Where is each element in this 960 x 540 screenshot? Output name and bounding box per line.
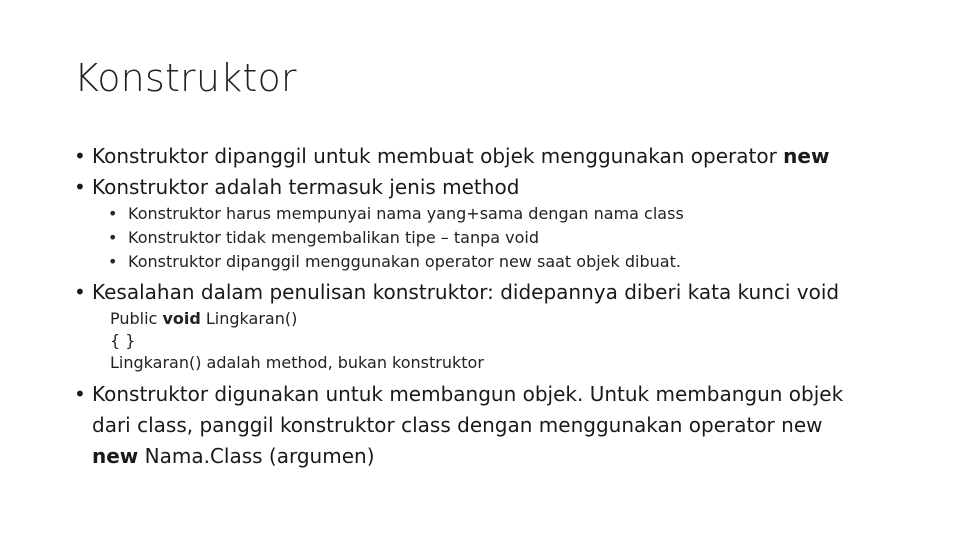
slide-title: Konstruktor xyxy=(74,56,297,100)
bullet-text: Nama.Class (argumen) xyxy=(138,444,375,468)
sub-bullet-same-name xyxy=(108,202,684,226)
bullet-text: Konstruktor digunakan untuk membangun objek. Untuk membangun objek xyxy=(92,382,844,406)
code-line-1 xyxy=(110,307,297,331)
sub-bullet-called-with-new xyxy=(108,250,681,274)
bullet-constructor-usage xyxy=(74,379,894,472)
keyword-new: new xyxy=(92,444,139,468)
sub-bullet-text: Konstruktor dipanggil menggunakan operator new saat objek dibuat. xyxy=(128,252,681,271)
sub-bullet-no-return-type xyxy=(108,226,539,250)
bullet-dot: • xyxy=(108,204,118,223)
bullet-dot: • xyxy=(108,228,118,247)
bullet-dot: • xyxy=(74,280,86,304)
bullet-dot: • xyxy=(74,382,86,406)
bullet-text: Konstruktor adalah termasuk jenis method xyxy=(92,175,520,199)
bullet-dot: • xyxy=(74,175,86,199)
code-line-2: { } xyxy=(110,331,136,350)
bullet-constructor-method xyxy=(74,172,519,203)
bullet-common-mistake xyxy=(74,277,839,308)
bullet-dot: • xyxy=(74,144,86,168)
sub-bullet-text: Konstruktor tidak mengembalikan tipe – tanpa void xyxy=(128,228,540,247)
bullet-text: Konstruktor dipanggil untuk membuat objek menggunakan operator xyxy=(92,144,784,168)
bullet-dot: • xyxy=(108,252,118,271)
usage-line-2: dari class, panggil konstruktor class dengan menggunakan operator new xyxy=(92,413,823,437)
bullet-constructor-called xyxy=(74,141,829,172)
usage-line-1 xyxy=(74,379,894,410)
code-line-3: Lingkaran() adalah method, bukan konstruktor xyxy=(110,353,484,372)
usage-line-3 xyxy=(74,441,894,472)
bullet-text: Kesalahan dalam penulisan konstruktor: didepannya diberi kata kunci void xyxy=(92,280,840,304)
keyword-void: void xyxy=(162,309,201,328)
code-text: Lingkaran() xyxy=(200,309,298,328)
sub-bullet-text: Konstruktor harus mempunyai nama yang+sama dengan nama class xyxy=(128,204,684,223)
code-text: Public xyxy=(110,309,163,328)
keyword-new: new xyxy=(783,144,830,168)
